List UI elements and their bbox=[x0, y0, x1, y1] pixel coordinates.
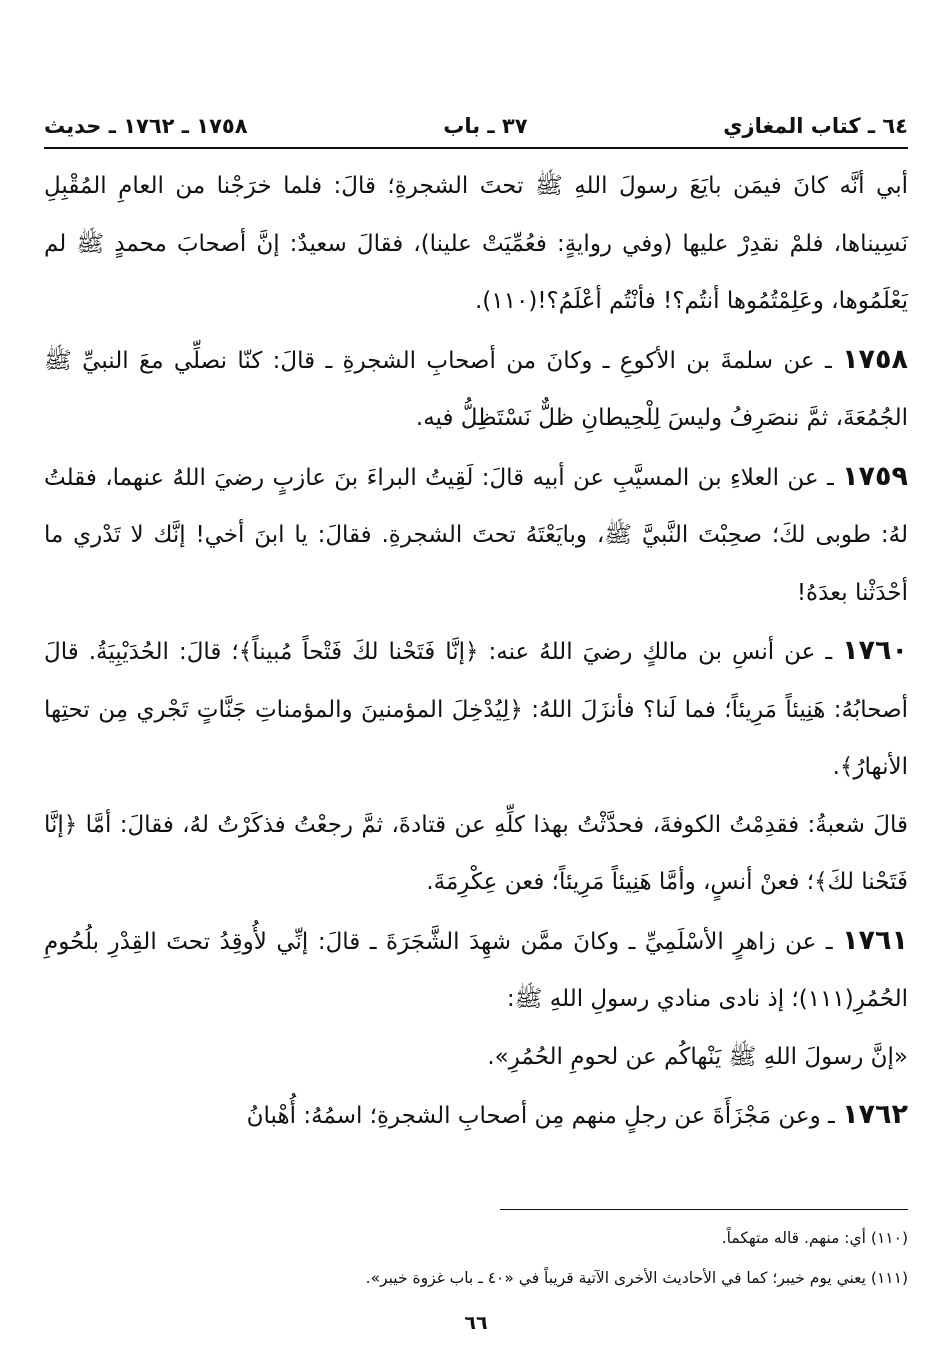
hadith-1758 bbox=[44, 331, 908, 448]
paragraph-text: «إنَّ رسولَ اللهِ ﷺ يَنْهاكُم عن لحومِ الحُمُرِ». bbox=[487, 1043, 908, 1070]
hadith-text: ـ عن زاهرٍ الأسْلَمِيِّ ـ وكانَ ممَّن شهِدَ الشَّجَرَةَ ـ قالَ: إنِّي لأُوقِدُ تحتَ القِدْرِ بلُحُومِ الحُمُرِ(١١١)؛ إذ نادى منادي رسولِ اللهِ ﷺ: bbox=[44, 928, 908, 1012]
hadith-number: ١٧٥٩ bbox=[842, 460, 908, 492]
hadith-1762 bbox=[44, 1086, 908, 1146]
running-head bbox=[44, 108, 908, 144]
paragraph bbox=[44, 1029, 908, 1087]
main-text bbox=[44, 158, 908, 1146]
hadith-text: ـ عن أنسِ بن مالكٍ رضيَ اللهُ عنه: ﴿إنَّا فَتَحْنا لكَ فَتْحاً مُبيناً﴾؛ قالَ: الحُدَيْبِيَةُ. قالَ أصحابُهُ: هَنِيئاً مَرِيئاً؛ فما لَنا؟ فأنزَلَ اللهُ: ﴿لِيُدْخِلَ المؤمنينَ والمؤمناتِ جَنَّاتٍ تَجْري مِن تحتِها الأنهارُ﴾. bbox=[44, 639, 908, 780]
paragraph-text: قالَ شعبةُ: فقدِمْتُ الكوفةَ، فحدَّثْتُ بهذا كلِّهِ عن قتادةَ، ثمَّ رجعْتُ فذكَرْتُ لهُ، فقالَ: أمَّا ﴿إنَّا فَتَحْنا لكَ﴾؛ فعنْ أنسٍ، وأمَّا هَنِيئاً مَرِيئاً؛ فعن عِكْرِمَةَ. bbox=[44, 811, 908, 895]
hadith-1759 bbox=[44, 448, 908, 623]
page-number: ٦٦ bbox=[464, 1312, 488, 1334]
footnote-rule bbox=[500, 1209, 908, 1210]
header-chapter: ٣٧ ـ باب bbox=[443, 114, 528, 138]
hadith-1760 bbox=[44, 622, 908, 797]
hadith-number: ١٧٥٨ bbox=[842, 343, 908, 375]
header-rule bbox=[44, 147, 908, 149]
paragraph-text: أبي أنَّه كانَ فيمَن بايَعَ رسولَ اللهِ ﷺ تحتَ الشجرةِ؛ قالَ: فلما خرَجْنا من العامِ المُقْبِلِ نَسِيناها، فلمْ نقدِرْ عليها (وفي روايةٍ: فعُمِّيَتْ علينا)، فقالَ سعيدٌ: إنَّ أصحابَ محمدٍ ﷺ لم يَعْلَمُوها، وعَلِمْتُمُوها أنتُم؟! فأنْتُم أعْلَمُ؟!(١١٠). bbox=[44, 173, 908, 314]
footnotes bbox=[44, 1218, 908, 1298]
footnote-110: (١١٠) أي: منهم. قاله متهكماً. bbox=[721, 1229, 908, 1247]
page bbox=[44, 0, 908, 1356]
paragraph bbox=[44, 158, 908, 331]
header-book-title: ٦٤ ـ كتاب المغازي bbox=[723, 114, 908, 138]
header-hadith-range: ١٧٥٨ ـ ١٧٦٢ ـ حديث bbox=[44, 114, 248, 138]
hadith-number: ١٧٦٠ bbox=[842, 635, 908, 666]
footnote-111: (١١١) يعني يوم خيبر؛ كما في الأحاديث الأخرى الآتية قريباً في «٤٠ ـ باب غزوة خيبر». bbox=[365, 1269, 908, 1287]
hadith-number: ١٧٦١ bbox=[842, 924, 908, 956]
hadith-1761 bbox=[44, 912, 908, 1029]
hadith-text: ـ عن سلمةَ بن الأكوعِ ـ وكانَ من أصحابِ الشجرةِ ـ قالَ: كنّا نصلِّي معَ النبيِّ ﷺ الجُمُعَةَ، ثمَّ ننصَرِفُ وليسَ لِلْحِيطانِ ظلٌّ نَسْتَظِلُّ فيه. bbox=[44, 347, 908, 431]
paragraph bbox=[44, 797, 908, 912]
hadith-text: ـ وعن مَجْزَأَةَ عن رجلٍ منهم مِن أصحابِ الشجرةِ؛ اسمُهُ: أُهْبانُ bbox=[246, 1103, 835, 1129]
hadith-number: ١٧٦٢ bbox=[842, 1099, 908, 1130]
hadith-text: ـ عن العلاءِ بن المسيَّبِ عن أبيه قالَ: لَقِيتُ البراءَ بنَ عازبٍ رضيَ اللهُ عنهما، فقلتُ لهُ: طوبى لكَ؛ صحِبْتَ النَّبيَّ ﷺ، وبايَعْتَهُ تحتَ الشجرةِ. فقالَ: يا ابنَ أخي! إنَّك لا تَدْري ما أحْدَثْنا بعدَهُ! bbox=[44, 464, 908, 606]
